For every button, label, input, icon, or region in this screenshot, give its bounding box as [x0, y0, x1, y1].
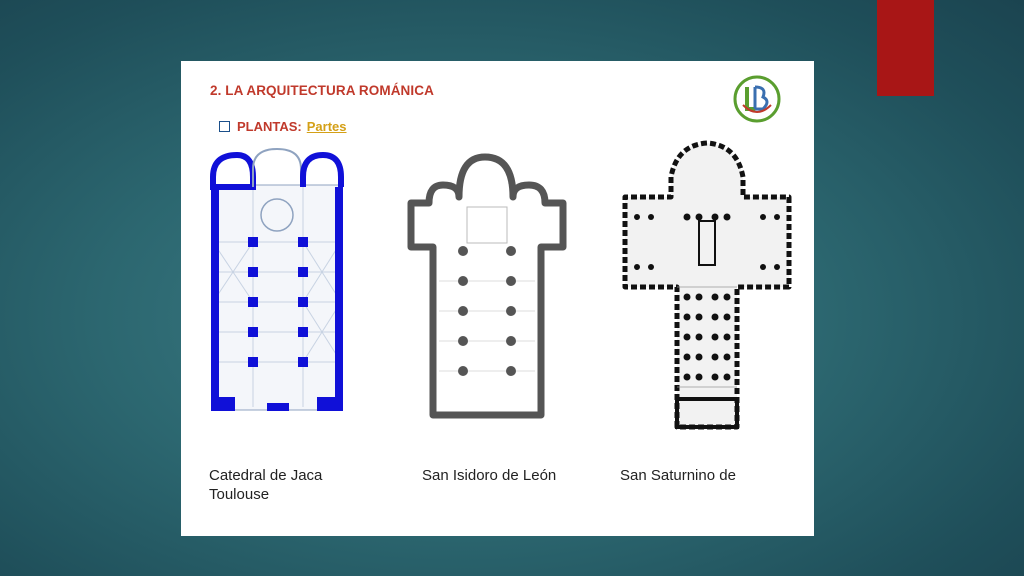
caption-saturnino: San Saturnino de — [620, 467, 736, 484]
partes-link[interactable]: Partes — [306, 119, 347, 134]
checkbox-bullet-icon — [219, 121, 230, 132]
caption-jaca-line2: Toulouse — [209, 486, 270, 503]
caption-jaca: Catedral de Jaca — [209, 467, 323, 484]
lb-logo-icon — [733, 75, 781, 123]
accent-bar — [877, 0, 934, 96]
plan-san-isidoro-leon — [405, 151, 567, 423]
slide-title: 2. LA ARQUITECTURA ROMÁNICA — [210, 83, 434, 98]
subtitle-label: PLANTAS: — [237, 119, 302, 134]
subtitle — [219, 119, 347, 134]
caption-isidoro: San Isidoro de León — [422, 467, 557, 484]
plan-catedral-jaca — [207, 147, 347, 417]
slide-content — [181, 61, 814, 536]
plan-san-saturnino — [617, 137, 797, 433]
